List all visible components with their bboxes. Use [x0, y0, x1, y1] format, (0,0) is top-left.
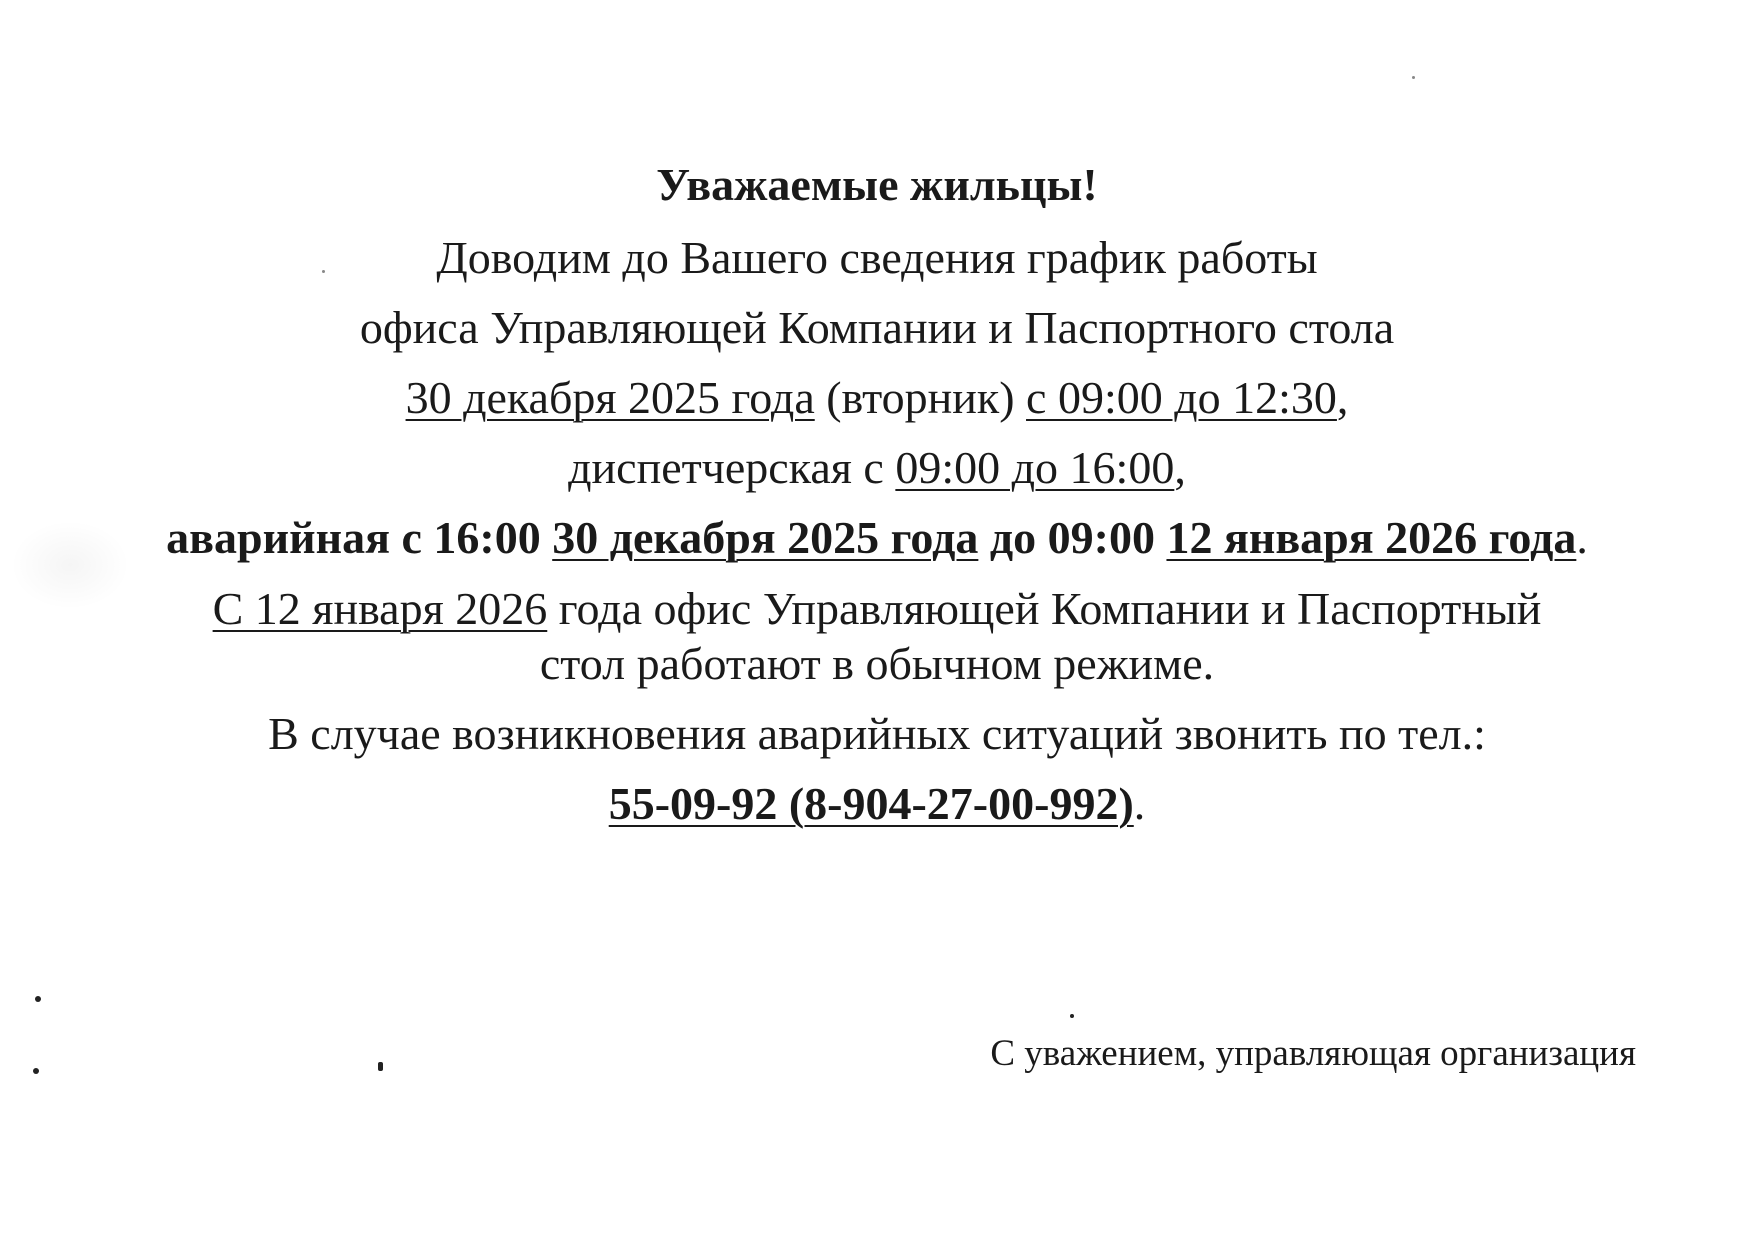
emergency-date-from: 30 декабря 2025 года — [552, 512, 979, 563]
notice-line-emergency — [0, 510, 1754, 566]
phone-tail: . — [1133, 778, 1146, 829]
dispatch-prefix: диспетчерская с — [568, 442, 896, 493]
notice-line-phone — [0, 776, 1754, 832]
emergency-date-to: 12 января 2026 года — [1166, 512, 1577, 563]
emergency-tail: . — [1576, 512, 1588, 563]
office-date: 30 декабря 2025 года — [405, 372, 815, 423]
notice-line-dispatch — [0, 440, 1754, 496]
notice-line-office-hours — [0, 370, 1754, 426]
office-hours: с 09:00 до 12:30 — [1026, 372, 1337, 423]
office-hours-tail: , — [1336, 372, 1349, 423]
scan-speck — [33, 1068, 39, 1074]
notice-line-normal-mode: стол работают в обычном режиме. — [539, 638, 1215, 689]
emergency-middle: до 09:00 — [978, 512, 1167, 563]
dispatch-hours: 09:00 до 16:00 — [895, 442, 1175, 493]
resume-date: С 12 января 2026 — [212, 583, 548, 634]
scan-speck — [1412, 76, 1415, 79]
emergency-prefix: аварийная с 16:00 — [166, 512, 553, 563]
notice-line-emergency-call: В случае возникновения аварийных ситуаций звонить по тел.: — [268, 708, 1486, 759]
resume-rest: года офис Управляющей Компании и Паспортный — [547, 583, 1542, 634]
notice-line-resume — [0, 581, 1754, 637]
notice-line-office: офиса Управляющей Компании и Паспортного стола — [359, 302, 1395, 353]
scan-speck — [1070, 1014, 1074, 1018]
scan-speck — [322, 270, 325, 273]
phone-number: 55-09-92 (8-904-27-00-992) — [608, 778, 1134, 829]
scan-speck — [35, 996, 41, 1002]
signature: С уважением, управляющая организация — [990, 1033, 1636, 1074]
notice-title: Уважаемые жильцы! — [656, 159, 1098, 210]
dispatch-tail: , — [1174, 442, 1186, 493]
office-weekday: (вторник) — [814, 372, 1027, 423]
scan-speck — [378, 1062, 383, 1071]
notice-line-schedule-intro: Доводим до Вашего сведения график работы — [436, 232, 1318, 283]
